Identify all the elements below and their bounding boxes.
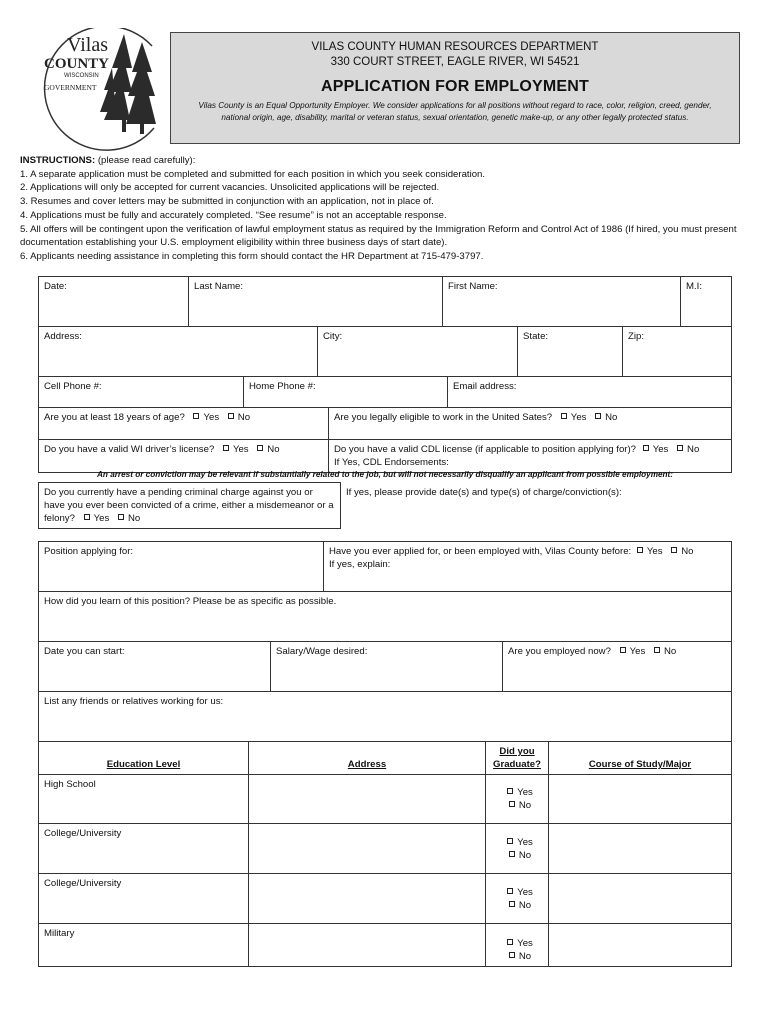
education-address-field[interactable]	[249, 775, 486, 824]
applied-explain-label[interactable]: If yes, explain:	[329, 559, 391, 570]
date-field[interactable]	[39, 277, 189, 327]
education-row-label: High School	[39, 775, 249, 824]
email-field[interactable]	[448, 377, 732, 408]
address-header: Address	[249, 742, 486, 775]
contact-table	[38, 376, 732, 408]
instructions-heading: INSTRUCTIONS:	[20, 155, 96, 166]
eligible-yes-checkbox[interactable]	[561, 413, 567, 419]
no-label: No	[237, 412, 251, 423]
no-label: No	[518, 800, 532, 811]
vilas-county-logo	[34, 28, 162, 156]
criminal-no-checkbox[interactable]	[118, 514, 124, 520]
license-question	[39, 440, 329, 473]
instructions	[20, 154, 755, 264]
position-label: Position applying for:	[44, 546, 134, 557]
no-label: No	[518, 951, 532, 962]
arrest-notice: An arrest or conviction may be relevant if substantially related to the job, but will not necessarily disqualify an applicant from possible employment:	[97, 470, 673, 479]
education-row-label: College/University	[39, 874, 249, 924]
yes-label: Yes	[652, 444, 669, 455]
no-label: No	[518, 899, 532, 911]
home-phone-label: Home Phone #:	[249, 381, 316, 392]
start-date-label: Date you can start:	[44, 646, 125, 657]
cdl-yes-checkbox[interactable]	[643, 445, 649, 451]
employed-yes-checkbox[interactable]	[620, 647, 626, 653]
no-label: No	[127, 513, 141, 524]
address-label: Address:	[44, 331, 82, 342]
education-row-label: College/University	[39, 824, 249, 874]
graduated-yes-checkbox[interactable]	[507, 939, 513, 945]
criminal-yes-checkbox[interactable]	[84, 514, 90, 520]
yes-label: Yes	[517, 787, 533, 798]
eligible-no-checkbox[interactable]	[595, 413, 601, 419]
home-phone-field[interactable]	[244, 377, 448, 408]
start-table	[38, 641, 732, 692]
criminal-question	[39, 483, 341, 529]
department-address: 330 COURT STREET, EAGLE RIVER, WI 54521	[330, 56, 580, 68]
date-label: Date:	[44, 281, 67, 292]
graduated-yes-checkbox[interactable]	[507, 888, 513, 894]
last-name-field[interactable]	[189, 277, 443, 327]
criminal-table	[38, 482, 732, 529]
education-table	[38, 741, 732, 967]
license-table	[38, 439, 732, 473]
position-table	[38, 541, 732, 592]
education-level-header: Education Level	[39, 742, 249, 775]
instruction-item: 5. All offers will be contingent upon the verification of lawful employment status as required by the Immigration Reform and Control Act of 1986 (If hired, you must present documentation establishing your U.S. employment eligibility within three business days of start date).	[20, 223, 737, 249]
no-label: No	[518, 849, 532, 861]
no-label: No	[267, 444, 280, 455]
address-field[interactable]	[39, 327, 318, 377]
name-table	[38, 276, 732, 327]
email-label: Email address:	[453, 381, 517, 392]
logo-name: Vilas	[67, 34, 109, 56]
graduated-options	[486, 874, 549, 924]
salary-field[interactable]	[271, 642, 503, 692]
relatives-label: List any friends or relatives working for us:	[44, 696, 224, 707]
yes-label: Yes	[570, 412, 587, 423]
employed-no-checkbox[interactable]	[654, 647, 660, 653]
graduated-no-checkbox[interactable]	[509, 851, 515, 857]
instruction-item: 1. A separate application must be completed and submitted for each position in which you seek consideration.	[20, 168, 486, 180]
logo-state: WISCONSIN	[64, 73, 99, 79]
no-label: No	[681, 546, 694, 557]
education-address-field[interactable]	[249, 824, 486, 874]
eoe-statement: Vilas County is an Equal Opportunity Employer. We consider applications for all positions without regard to race, color, religion, creed, gender, national origin, age, disability, marital or veteran status, sexual orientation, genetic make-up, or any other legally protected status.	[198, 101, 712, 122]
course-header: Course of Study/Major	[549, 742, 732, 775]
instruction-item: 2. Applications will only be accepted for current vacancies. Unsolicited applications will be rejected.	[20, 182, 440, 194]
logo-government: GOVERNMENT	[44, 83, 97, 92]
no-label: No	[663, 646, 677, 657]
mi-label: M.I:	[686, 281, 702, 292]
salary-label: Salary/Wage desired:	[276, 646, 368, 657]
page-title: APPLICATION FOR EMPLOYMENT	[320, 78, 589, 95]
instruction-item: 4. Applications must be fully and accurately completed. “See resume” is not an acceptable response.	[20, 209, 447, 221]
age-question	[39, 408, 329, 440]
graduated-yes-checkbox[interactable]	[507, 838, 513, 844]
age-no-checkbox[interactable]	[228, 413, 234, 419]
cell-phone-field[interactable]	[39, 377, 244, 408]
last-name-label: Last Name:	[194, 281, 244, 292]
first-name-label: First Name:	[448, 281, 498, 292]
instruction-item: 6. Applicants needing assistance in completing this form should contact the HR Department at 715-479-3797.	[20, 250, 484, 262]
yes-label: Yes	[517, 886, 533, 898]
employed-question-label: Are you employed now?	[508, 646, 611, 657]
applied-yes-checkbox[interactable]	[637, 547, 643, 553]
course-field[interactable]	[549, 874, 732, 924]
relatives-table	[38, 691, 732, 742]
criminal-detail-label: If yes, please provide date(s) and type(s) of charge/conviction(s):	[346, 486, 622, 498]
age-yes-checkbox[interactable]	[193, 413, 199, 419]
relatives-field[interactable]	[39, 692, 732, 742]
license-no-checkbox[interactable]	[257, 445, 263, 451]
instruction-item: 3. Resumes and cover letters may be submitted in conjunction with an application, not in place of.	[20, 196, 434, 208]
mi-field[interactable]	[681, 277, 732, 327]
start-date-field[interactable]	[39, 642, 271, 692]
graduated-no-checkbox[interactable]	[509, 801, 515, 807]
graduated-yes-checkbox[interactable]	[507, 788, 513, 794]
yes-label: Yes	[629, 646, 646, 657]
yes-label: Yes	[646, 546, 663, 557]
yes-label: Yes	[232, 444, 249, 455]
applied-before-label: Have you ever applied for, or been employed with, Vilas County before:	[329, 546, 632, 557]
no-label: No	[605, 412, 618, 423]
learn-table	[38, 591, 732, 642]
cell-phone-label: Cell Phone #:	[44, 381, 102, 392]
yes-label: Yes	[93, 513, 110, 524]
department-name: VILAS COUNTY HUMAN RESOURCES DEPARTMENT	[311, 41, 599, 53]
cdl-endorsements-label[interactable]: If Yes, CDL Endorsements:	[334, 457, 449, 468]
course-field[interactable]	[549, 924, 732, 967]
logo-county: COUNTY	[44, 56, 110, 72]
learn-label: How did you learn of this position? Please be as specific as possible.	[44, 596, 337, 607]
age-question-label: Are you at least 18 years of age?	[44, 412, 185, 423]
eligible-question	[329, 408, 732, 440]
address-table	[38, 326, 732, 377]
education-row-label: Military	[39, 924, 249, 967]
yes-label: Yes	[203, 412, 220, 423]
state-field[interactable]	[518, 327, 623, 377]
city-label: City:	[323, 331, 343, 342]
cdl-question	[329, 440, 732, 473]
learn-field[interactable]	[39, 592, 732, 642]
graduated-options	[486, 775, 549, 824]
graduated-options	[486, 924, 549, 967]
graduated-no-checkbox[interactable]	[509, 901, 515, 907]
cdl-question-label: Do you have a valid CDL license (if applicable to position applying for)?	[334, 444, 637, 455]
city-field[interactable]	[318, 327, 518, 377]
education-address-field[interactable]	[249, 924, 486, 967]
graduated-no-checkbox[interactable]	[509, 952, 515, 958]
yes-label: Yes	[517, 938, 533, 949]
employed-question	[503, 642, 732, 692]
license-yes-checkbox[interactable]	[223, 445, 229, 451]
course-field[interactable]	[549, 775, 732, 824]
applied-before-question	[324, 542, 732, 592]
license-question-label: Do you have a valid WI driver’s license?	[44, 444, 215, 455]
criminal-detail-field[interactable]	[341, 483, 733, 529]
applied-no-checkbox[interactable]	[671, 547, 677, 553]
zip-label: Zip:	[628, 331, 644, 342]
position-field[interactable]	[39, 542, 324, 592]
zip-field[interactable]	[623, 327, 732, 377]
graduated-options	[486, 824, 549, 874]
state-label: State:	[523, 331, 549, 342]
form-header	[170, 32, 740, 144]
pine-trees-icon	[100, 34, 156, 134]
eligible-question-label: Are you legally eligible to work in the United Sates?	[334, 412, 553, 423]
first-name-field[interactable]	[443, 277, 681, 327]
course-field[interactable]	[549, 824, 732, 874]
eligibility-table	[38, 407, 732, 440]
no-label: No	[687, 444, 700, 455]
cdl-no-checkbox[interactable]	[677, 445, 683, 451]
instructions-note: (please read carefully):	[97, 155, 196, 166]
education-address-field[interactable]	[249, 874, 486, 924]
yes-label: Yes	[517, 836, 533, 848]
criminal-question-label: Do you currently have a pending criminal charge against you or have you ever been convicted of a crime, either a misdemeanor or a felony?	[44, 487, 334, 524]
graduated-header: Did you Graduate?	[486, 742, 549, 775]
